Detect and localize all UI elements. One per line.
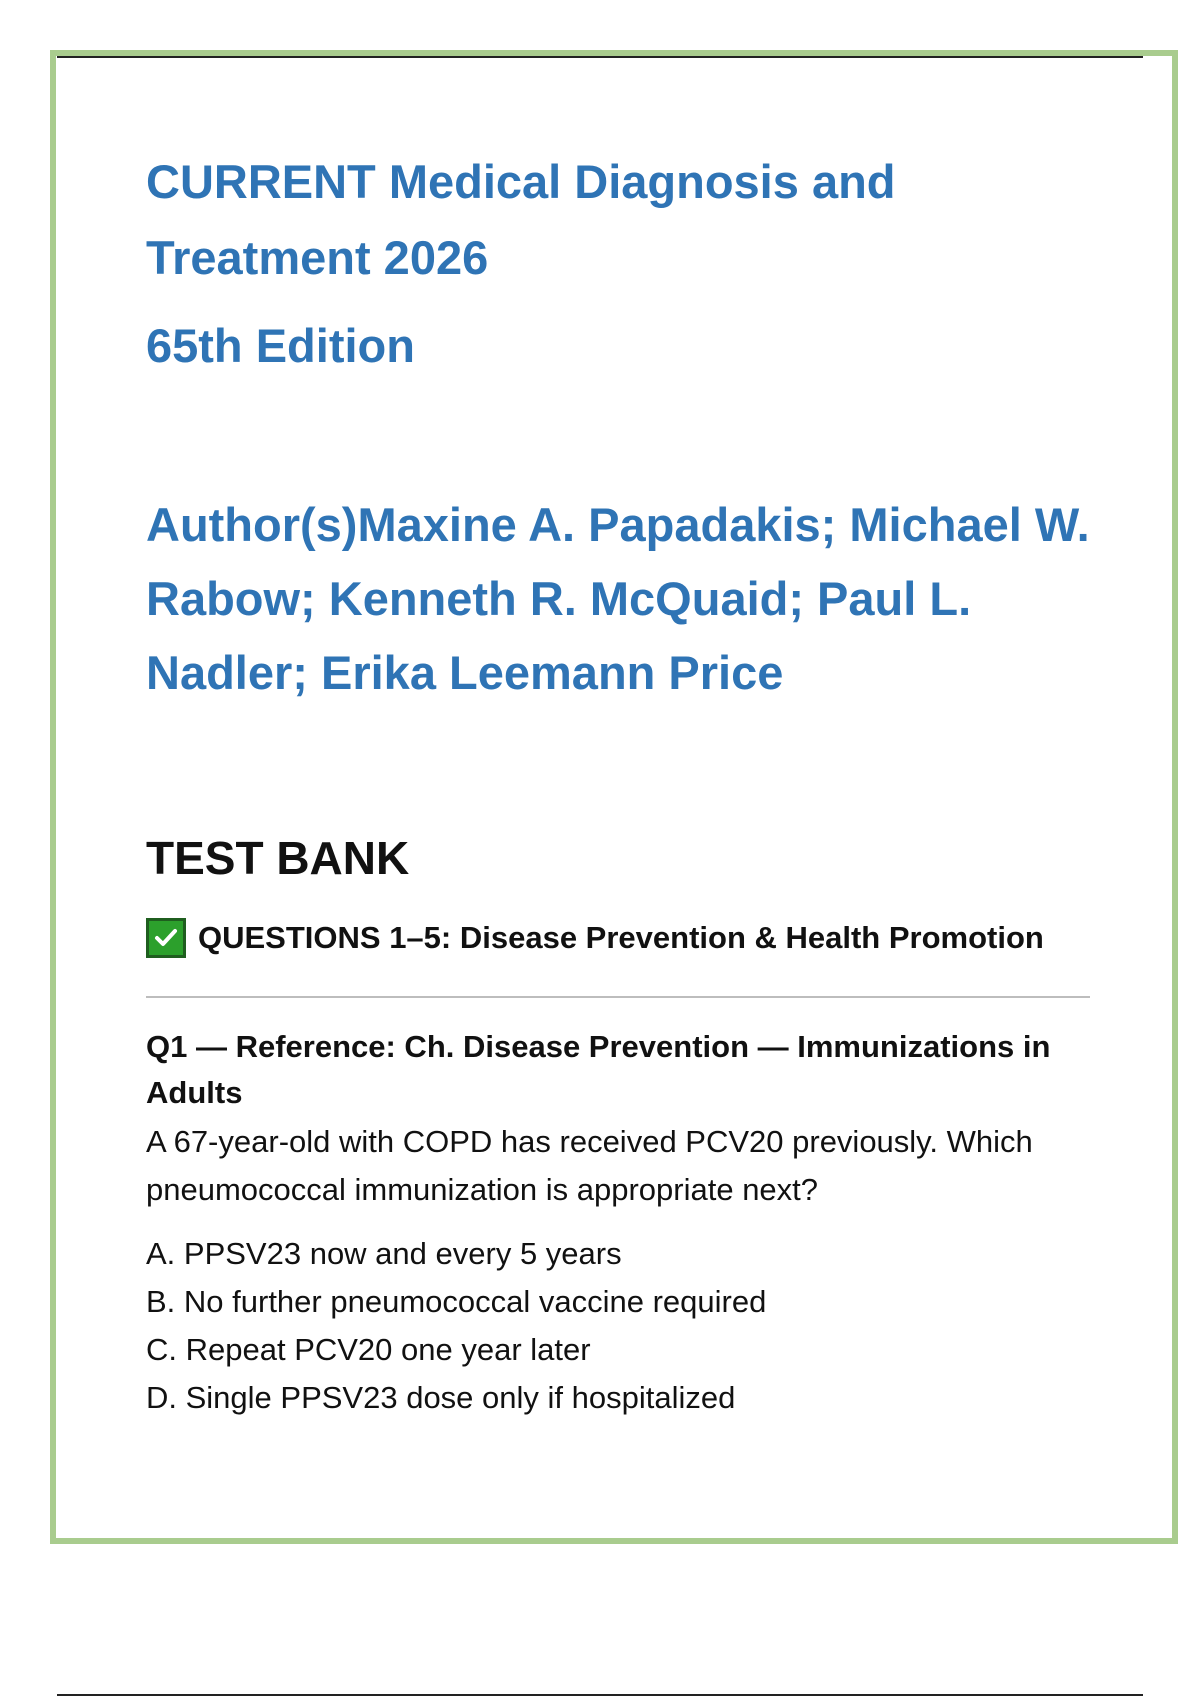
- answer-options: [146, 1230, 1096, 1422]
- edition-label: 65th Edition: [146, 319, 415, 372]
- test-bank-heading: TEST BANK: [146, 832, 410, 884]
- answer-option-c: C. Repeat PCV20 one year later: [146, 1332, 591, 1367]
- section-divider: [146, 996, 1090, 998]
- check-mark-button-icon: [146, 918, 186, 958]
- answer-option-a: A. PPSV23 now and every 5 years: [146, 1236, 622, 1271]
- section-heading: [146, 916, 1096, 960]
- title-line-2: Treatment 2026: [146, 231, 489, 284]
- authors-line: Author(s)Maxine A. Papadakis; Michael W. Rabow; Kenneth R. McQuaid; Paul L. Nadler; Erika Leemann Price: [146, 498, 1090, 699]
- question-text: A 67-year-old with COPD has received PCV20 previously. Which pneumococcal immunization is appropriate next?: [146, 1124, 1033, 1207]
- section-label: QUESTIONS 1–5: Disease Prevention & Health Promotion: [198, 920, 1044, 955]
- answer-option-d: D. Single PPSV23 dose only if hospitalized: [146, 1380, 736, 1415]
- document-title: [146, 144, 1096, 296]
- question-reference: Q1 — Reference: Ch. Disease Prevention — Immunizations in Adults: [146, 1029, 1051, 1110]
- title-line-1: CURRENT Medical Diagnosis and: [146, 155, 896, 208]
- bottom-rule: [57, 1694, 1143, 1696]
- document-content: [146, 144, 1096, 1422]
- answer-option-b: B. No further pneumococcal vaccine required: [146, 1284, 767, 1319]
